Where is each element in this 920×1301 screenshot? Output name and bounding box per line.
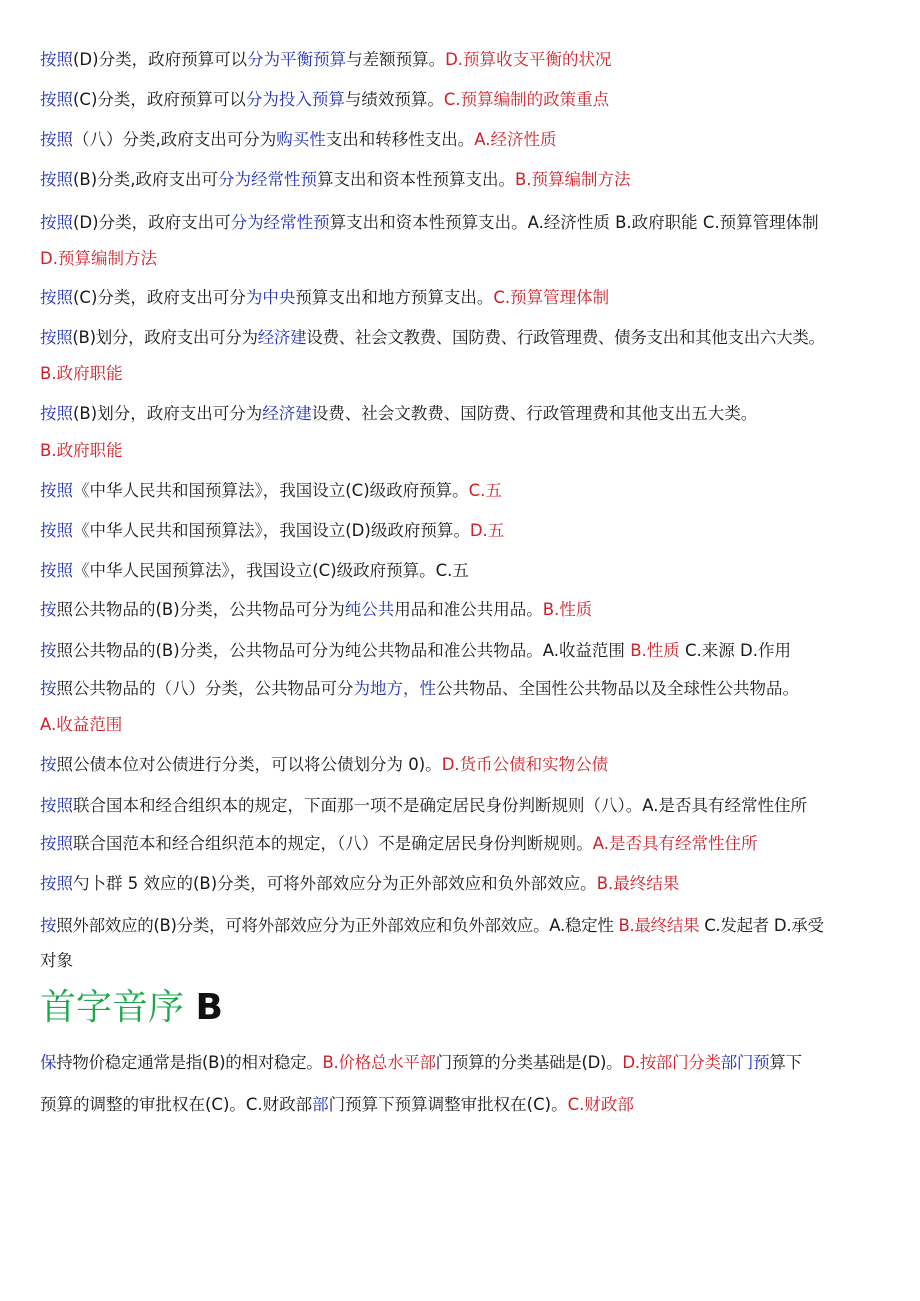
line-text: 设费、社会文教费、国防费、行政管理费和其他支出五大类。 bbox=[311, 404, 758, 423]
highlight-text: 纯公共 bbox=[344, 600, 395, 619]
text-line bbox=[40, 598, 592, 622]
text-line bbox=[40, 168, 631, 192]
line-text: 支出和转移性支出。 bbox=[325, 130, 475, 149]
answer-text: B.政府职能 bbox=[40, 364, 123, 383]
answer-text: B.最终结果 bbox=[596, 874, 680, 893]
text-line bbox=[40, 914, 824, 938]
line-text: (B)划分，政府支出可分为 bbox=[72, 328, 258, 347]
highlight-text: 分为投入预算 bbox=[245, 90, 345, 109]
text-line bbox=[40, 1093, 634, 1117]
text-line bbox=[40, 88, 609, 112]
highlight-text: 按照 bbox=[40, 170, 73, 189]
line-text: 门预算下预算调整审批权在(C)。 bbox=[328, 1095, 568, 1114]
text-line bbox=[40, 326, 825, 350]
text-line bbox=[40, 753, 608, 777]
line-text: 算支出和资本性预算支出。 bbox=[316, 170, 515, 189]
text-line bbox=[40, 872, 679, 896]
answer-text: A.是否具有经常性住所 bbox=[592, 834, 758, 853]
line-text: 算支出和资本性预算支出。A.经济性质 B.政府职能 C.预算管理体制 bbox=[329, 213, 819, 232]
section-heading bbox=[40, 985, 223, 1031]
answer-text: B.性质 bbox=[542, 600, 593, 619]
highlight-text: 为地方，性 bbox=[353, 679, 436, 698]
line-text: 照外部效应的(B)分类，可将外部效应分为正外部效应和负外部效应。A.稳定性 bbox=[56, 916, 619, 935]
highlight-text: 按照 bbox=[40, 796, 73, 815]
line-text: 照公共物品的（八）分类，公共物品可分 bbox=[56, 679, 354, 698]
highlight-text: 按照 bbox=[40, 481, 73, 500]
line-text: (D)分类，政府支出可 bbox=[73, 213, 231, 232]
highlight-text: 为中央 bbox=[245, 288, 296, 307]
heading-label: 首字音序 bbox=[40, 987, 185, 1028]
text-line bbox=[40, 1051, 802, 1075]
text-line bbox=[40, 713, 122, 737]
highlight-text: 按 bbox=[40, 679, 57, 698]
answer-text: D.按部门分类 bbox=[622, 1053, 721, 1072]
line-text: 持物价稳定通常是指(B)的相对稳定。 bbox=[56, 1053, 323, 1072]
line-text: 《中华人民共和国预算法》，我国设立(D)级政府预算。 bbox=[73, 521, 470, 540]
line-text: 预算的调整的审批权在(C)。C.财政部 bbox=[40, 1095, 313, 1114]
line-text: 与绩效预算。 bbox=[344, 90, 444, 109]
answer-text: D.五 bbox=[469, 521, 505, 540]
line-text: 设费、社会文教费、国防费、行政管理费、债务支出和其他支出六大类。 bbox=[306, 328, 825, 347]
line-text: 《中华人民共和国预算法》，我国设立(C)级政府预算。 bbox=[73, 481, 469, 500]
text-line bbox=[40, 247, 157, 271]
line-text: （八）分类,政府支出可分为 bbox=[73, 130, 277, 149]
highlight-text: 经济建 bbox=[257, 328, 307, 347]
highlight-text: 按照 bbox=[40, 130, 73, 149]
highlight-text: 按 bbox=[40, 600, 57, 619]
highlight-text: 分为平衡预算 bbox=[247, 50, 347, 69]
answer-text: B.政府职能 bbox=[40, 441, 123, 460]
answer-text: B.价格总水平部 bbox=[322, 1053, 436, 1072]
line-text: 预算支出和地方预算支出。 bbox=[295, 288, 494, 307]
line-text: (B)划分，政府支出可分为 bbox=[73, 404, 263, 423]
highlight-text: 部 bbox=[312, 1095, 329, 1114]
text-line bbox=[40, 48, 612, 72]
text-line bbox=[40, 677, 799, 701]
text-line bbox=[40, 519, 504, 543]
line-text: C.发起者 D.承受 bbox=[699, 916, 824, 935]
answer-text: B.最终结果 bbox=[618, 916, 700, 935]
line-text: 《中华人民国预算法》，我国设立(C)级政府预算。C.五 bbox=[73, 561, 469, 580]
answer-text: D.预算收支平衡的状况 bbox=[445, 50, 612, 69]
line-text: 用品和准公共用品。 bbox=[394, 600, 543, 619]
highlight-text: 购买性 bbox=[276, 130, 326, 149]
highlight-text: 按照 bbox=[40, 834, 73, 853]
highlight-text: 部门预 bbox=[720, 1053, 770, 1072]
answer-text: C.五 bbox=[468, 481, 502, 500]
text-line bbox=[40, 794, 807, 818]
highlight-text: 按照 bbox=[40, 404, 73, 423]
heading-letter: B bbox=[195, 987, 223, 1028]
text-line bbox=[40, 402, 757, 426]
highlight-text: 分为经常性预 bbox=[230, 213, 330, 232]
highlight-text: 按 bbox=[40, 641, 57, 660]
answer-text: C.财政部 bbox=[567, 1095, 634, 1114]
answer-text: A.收益范围 bbox=[40, 715, 123, 734]
line-text: (C)分类，政府支出可分 bbox=[73, 288, 246, 307]
line-text: 公共物品、全国性公共物品以及全球性公共物品。 bbox=[436, 679, 799, 698]
highlight-text: 按照 bbox=[40, 874, 73, 893]
text-line bbox=[40, 211, 819, 235]
highlight-text: 分为经常性预 bbox=[217, 170, 317, 189]
text-line bbox=[40, 479, 502, 503]
answer-text: B.性质 bbox=[630, 641, 680, 660]
answer-text: D.预算编制方法 bbox=[40, 249, 157, 268]
text-line bbox=[40, 949, 73, 973]
line-text: 对象 bbox=[40, 951, 73, 970]
answer-text: B.预算编制方法 bbox=[514, 170, 631, 189]
line-text: 算下 bbox=[769, 1053, 802, 1072]
line-text: (B)分类,政府支出可 bbox=[73, 170, 218, 189]
line-text: 门预算的分类基础是(D)。 bbox=[435, 1053, 623, 1072]
highlight-text: 按照 bbox=[40, 90, 73, 109]
line-text: 勺卜群 5 效应的(B)分类，可将外部效应分为正外部效应和负外部效应。 bbox=[73, 874, 597, 893]
highlight-text: 按照 bbox=[40, 288, 73, 307]
highlight-text: 按 bbox=[40, 916, 57, 935]
highlight-text: 按照 bbox=[40, 213, 73, 232]
line-text: 联合国范本和经合组织范本的规定，（八）不是确定居民身份判断规则。 bbox=[73, 834, 593, 853]
highlight-text: 保 bbox=[40, 1053, 57, 1072]
highlight-text: 按照 bbox=[40, 521, 73, 540]
line-text: 照公共物品的(B)分类，公共物品可分为纯公共物品和准公共物品。A.收益范围 bbox=[56, 641, 631, 660]
text-line bbox=[40, 362, 123, 386]
line-text: 联合国本和经合组织本的规定，下面那一项不是确定居民身份判断规则（八）。A.是否具有经常性住所 bbox=[73, 796, 807, 815]
highlight-text: 按 bbox=[40, 755, 57, 774]
line-text: (D)分类，政府预算可以 bbox=[73, 50, 248, 69]
line-text: (C)分类，政府预算可以 bbox=[73, 90, 246, 109]
text-line bbox=[40, 439, 123, 463]
line-text: 与差额预算。 bbox=[346, 50, 446, 69]
answer-text: C.预算管理体制 bbox=[493, 288, 610, 307]
highlight-text: 按照 bbox=[40, 50, 73, 69]
text-line bbox=[40, 128, 557, 152]
line-text: 照公共物品的(B)分类，公共物品可分为 bbox=[56, 600, 345, 619]
highlight-text: 按照 bbox=[40, 328, 73, 347]
highlight-text: 按照 bbox=[40, 561, 73, 580]
text-line bbox=[40, 559, 469, 583]
highlight-text: 经济建 bbox=[262, 404, 312, 423]
line-text: C.来源 D.作用 bbox=[679, 641, 791, 660]
answer-text: D.货币公债和实物公债 bbox=[441, 755, 609, 774]
text-line bbox=[40, 639, 791, 663]
text-line bbox=[40, 832, 758, 856]
line-text: 照公债本位对公债进行分类，可以将公债划分为 0)。 bbox=[56, 755, 442, 774]
text-line bbox=[40, 286, 609, 310]
answer-text: C.预算编制的政策重点 bbox=[443, 90, 610, 109]
answer-text: A.经济性质 bbox=[474, 130, 557, 149]
